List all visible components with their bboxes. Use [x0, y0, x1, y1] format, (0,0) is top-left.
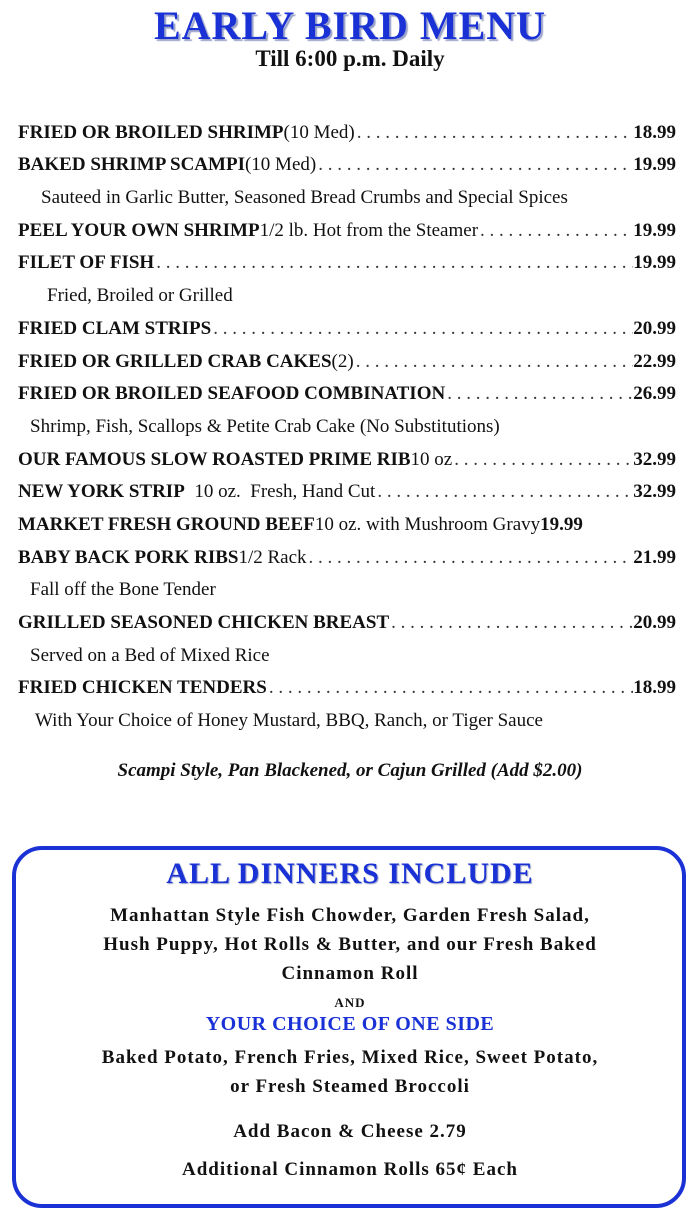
item-name: FRIED OR BROILED SEAFOOD COMBINATION	[18, 383, 446, 405]
menu-item	[18, 111, 676, 144]
item-description: Fried, Broiled or Grilled	[47, 285, 233, 307]
item-name: FRIED OR GRILLED CRAB CAKES	[18, 350, 332, 372]
item-note: 10 oz. Fresh, Hand Cut	[184, 481, 376, 503]
dot-leader	[354, 351, 634, 373]
menu-item	[18, 144, 676, 177]
item-price: 26.99	[633, 383, 676, 405]
item-name: GRILLED SEASONED CHICKEN BREAST	[18, 612, 390, 633]
menu-item	[18, 373, 676, 406]
includes-line: Manhattan Style Fish Chowder, Garden Fresh Salad,	[110, 905, 590, 926]
menu-item	[18, 242, 676, 275]
sides-line: or Fresh Steamed Broccoli	[230, 1076, 470, 1097]
item-note: 1/2 lb. Hot from the Steamer	[259, 219, 479, 241]
dot-leader	[154, 252, 633, 274]
item-note: (10 Med)	[244, 154, 317, 176]
dot-leader	[267, 677, 633, 699]
sides-line: Baked Potato, French Fries, Mixed Rice, Sweet Potato,	[101, 1047, 599, 1068]
item-price: 21.99	[633, 546, 676, 568]
dot-leader	[375, 481, 633, 503]
item-price: 20.99	[633, 612, 676, 633]
dot-leader	[211, 318, 633, 340]
menu-item	[18, 307, 676, 340]
preparation-styles-note: Scampi Style, Pan Blackened, or Cajun Grilled (Add $2.00)	[117, 760, 583, 781]
item-description: Sauteed in Garlic Butter, Seasoned Bread Crumbs and Special Spices	[41, 187, 568, 209]
menu-item	[18, 536, 676, 569]
menu-item	[18, 471, 676, 504]
menu-list	[18, 111, 676, 732]
item-price: 19.99	[633, 219, 676, 241]
menu-item	[18, 503, 676, 536]
item-note: 10 oz. with Mushroom Gravy	[314, 513, 541, 535]
menu-item	[18, 667, 676, 700]
item-name: BABY BACK PORK RIBS	[18, 546, 239, 568]
item-price: 19.99	[540, 513, 583, 535]
dot-leader	[478, 220, 633, 242]
item-description: Shrimp, Fish, Scallops & Petite Crab Cake (No Substitutions)	[30, 415, 500, 437]
dot-leader	[445, 383, 633, 405]
item-price: 19.99	[633, 252, 676, 274]
item-name: OUR FAMOUS SLOW ROASTED PRIME RIB	[18, 448, 411, 470]
menu-subtitle: Till 6:00 p.m. Daily	[255, 46, 445, 71]
dinners-include-title: ALL DINNERS INCLUDE	[166, 857, 534, 890]
menu-item	[18, 209, 676, 242]
item-description: With Your Choice of Honey Mustard, BBQ, Ranch, or Tiger Sauce	[35, 710, 543, 732]
item-description: Served on a Bed of Mixed Rice	[30, 644, 270, 666]
includes-line: Cinnamon Roll	[281, 963, 419, 984]
item-price: 18.99	[633, 121, 676, 143]
menu-title: EARLY BIRD MENU	[153, 3, 547, 48]
item-name: BAKED SHRIMP SCAMPI	[18, 154, 245, 176]
item-name: NEW YORK STRIP	[18, 481, 185, 503]
dot-leader	[307, 547, 634, 569]
and-label: AND	[334, 995, 366, 1010]
item-note: 1/2 Rack	[238, 546, 307, 568]
item-note: (10 Med)	[283, 121, 355, 143]
item-price: 32.99	[633, 481, 676, 503]
item-description: Fall off the Bone Tender	[30, 579, 216, 601]
item-name: FILET OF FISH	[18, 252, 155, 274]
item-price: 18.99	[633, 677, 676, 699]
dot-leader	[316, 154, 633, 176]
dot-leader	[452, 449, 633, 471]
item-name: FRIED CLAM STRIPS	[18, 317, 212, 339]
includes-line: Hush Puppy, Hot Rolls & Butter, and our Fresh Baked	[103, 934, 597, 955]
dot-leader	[389, 612, 633, 634]
item-price: 22.99	[633, 350, 676, 372]
item-price: 20.99	[633, 317, 676, 339]
item-name: PEEL YOUR OWN SHRIMP	[18, 219, 260, 241]
dot-leader	[355, 122, 634, 144]
item-name: FRIED OR BROILED SHRIMP	[18, 121, 284, 143]
menu-item	[18, 438, 676, 471]
item-note: 10 oz	[410, 448, 453, 470]
item-name: FRIED CHICKEN TENDERS	[18, 677, 267, 699]
item-note: (2)	[331, 350, 354, 372]
item-name: MARKET FRESH GROUND BEEF	[18, 513, 315, 535]
side-choice-title: YOUR CHOICE OF ONE SIDE	[205, 1013, 495, 1035]
item-price: 19.99	[633, 154, 676, 176]
menu-item	[18, 601, 676, 634]
addon-bacon-cheese: Add Bacon & Cheese 2.79	[233, 1121, 467, 1142]
menu-item	[18, 340, 676, 373]
item-price: 32.99	[633, 448, 676, 470]
addon-cinnamon-rolls: Additional Cinnamon Rolls 65¢ Each	[182, 1159, 518, 1180]
